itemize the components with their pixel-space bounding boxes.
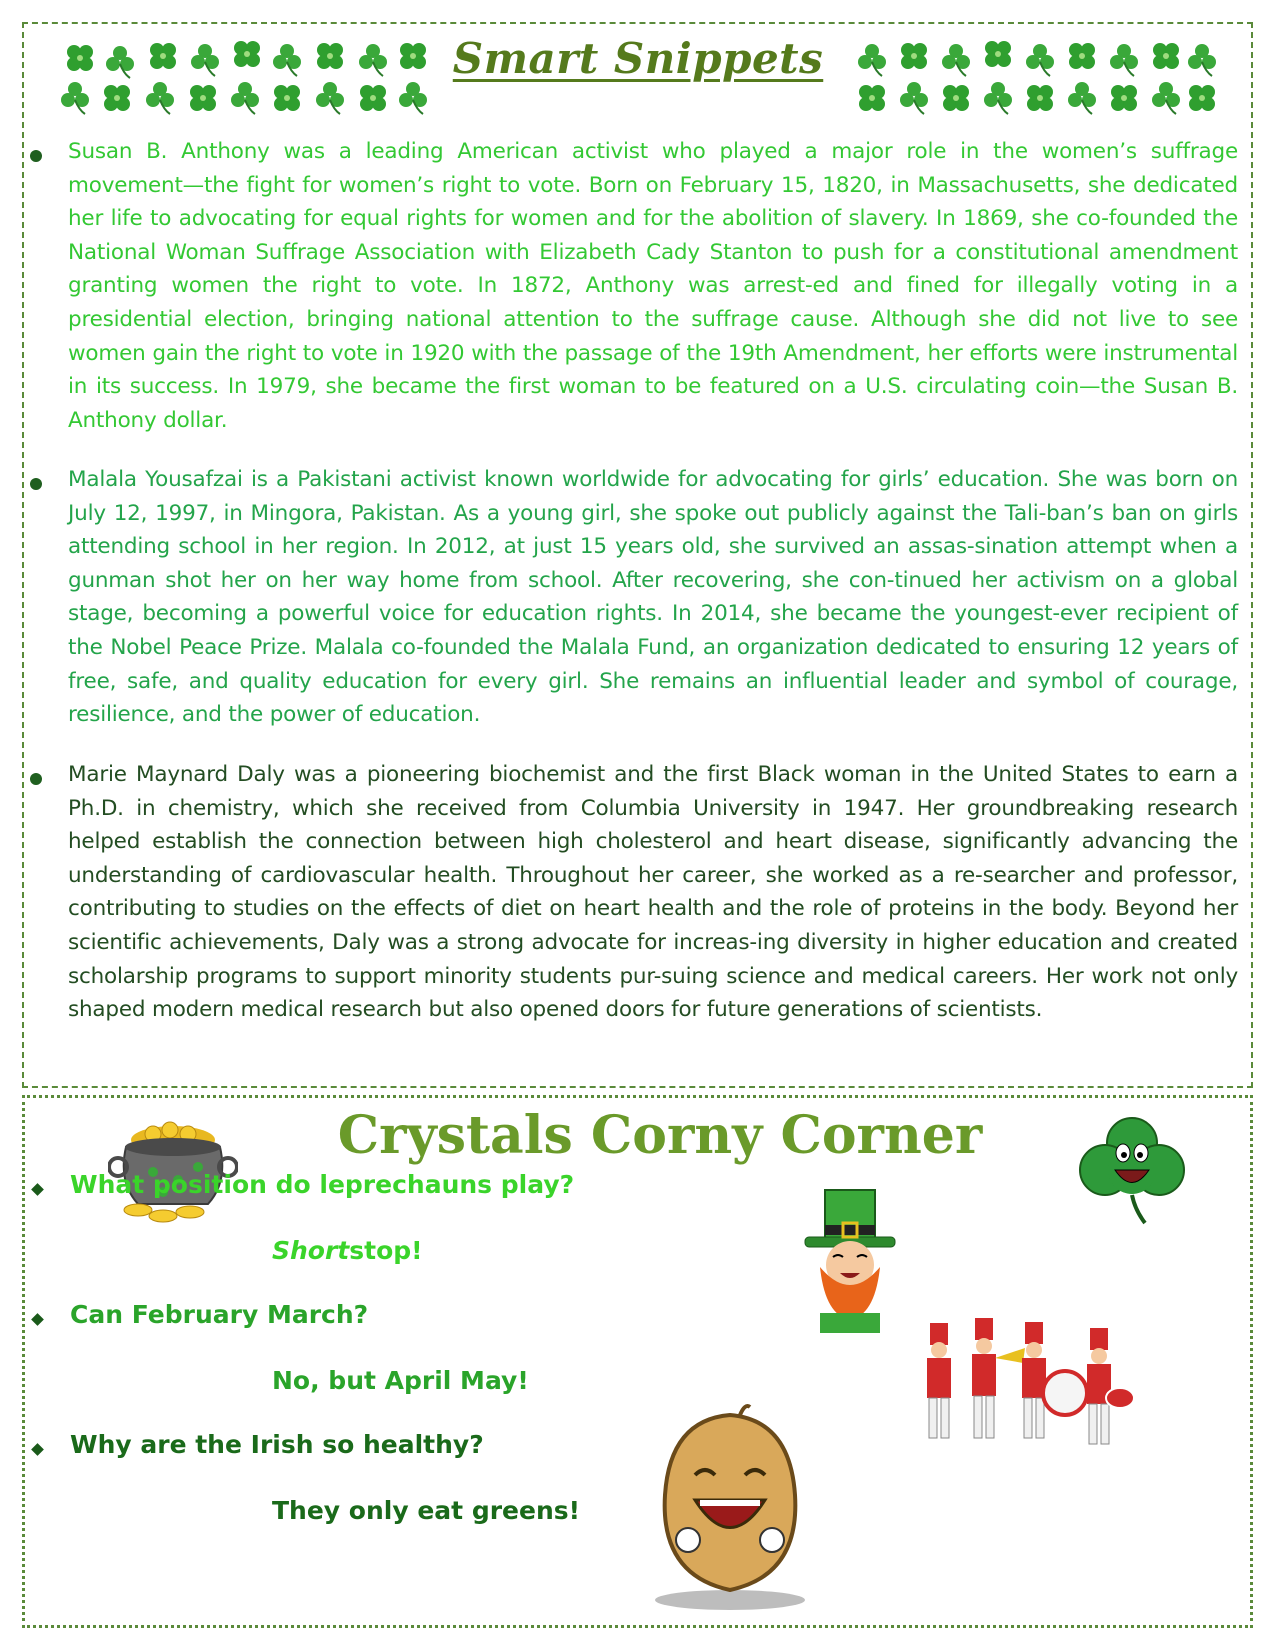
joke-answer-rest: stop! <box>349 1236 423 1265</box>
corny-corner-title: Crystals Corny Corner <box>337 1105 983 1166</box>
shamrock-border-right-icon <box>850 40 1220 118</box>
bullet-icon <box>30 478 42 490</box>
snippet-paragraph-malala: Malala Yousafzai is a Pakistani activist known worldwide for advocating for girls’ education. She was born on July 12, 1997, in Mingora, Pakistan. As a young girl, she spoke out publicly against the Tali-ban’s ban on girls attending school in her region. In 2012, at just 15 years old, she survived an assas-sination attempt when a gunman shot her on her way home from school. After recovering, she con-tinued her activism on a global stage, becoming a powerful voice for education rights. In 2014, she became the youngest-ever recipient of the Nobel Peace Prize. Malala co-founded the Malala Fund, an organization dedicated to ensuring 12 years of free, safe, and quality education for every girl. She remains an influential leader and symbol of courage, resilience, and the power of education. <box>68 467 1238 728</box>
bullet-icon <box>30 150 42 162</box>
marching-band-icon <box>905 1318 1145 1468</box>
joke-answer: No, but April May! <box>272 1366 529 1395</box>
bullet-icon <box>30 773 42 785</box>
shamrock-icon <box>1075 1115 1190 1227</box>
joke-answer <box>272 1236 423 1265</box>
snippet-paragraph-daly: Marie Maynard Daly was a pioneering biochemist and the first Black woman in the United States to earn a Ph.D. in chemistry, which she received from Columbia University in 1947. Her groundbreaking research helped establish the connection between high cholesterol and heart disease, significantly advancing the understanding of cardiovascular health. Throughout her career, she worked as a re-searcher and professor, contributing to studies on the effects of diet on heart health and the role of proteins in the body. Beyond her scientific achievements, Daly was a strong advocate for increas-ing diversity in higher education and created scholarship programs to support minority students pur-suing science and medical careers. Her work not only shaped modern medical research but also opened doors for future generations of scientists. <box>68 762 1238 1023</box>
leprechaun-icon <box>795 1185 905 1335</box>
joke-question: Can February March? <box>70 1300 369 1329</box>
joke-question: Why are the Irish so healthy? <box>70 1430 484 1459</box>
joke-answer: They only eat greens! <box>272 1496 581 1525</box>
joke-question: What position do leprechauns play? <box>70 1170 575 1199</box>
smart-snippets-title: Smart Snippets <box>452 34 824 83</box>
shamrock-border-left-icon <box>55 40 430 118</box>
snippet-paragraph-anthony: Susan B. Anthony was a leading American activist who played a major role in the women’s suffrage movement—the fight for women’s right to vote. Born on February 15, 1820, in Massachusetts, she dedicated her life to advocating for equal rights for women and for the abolition of slavery. In 1869, she co-founded the National Woman Suffrage Association with Elizabeth Cady Stanton to push for a constitutional amendment granting women the right to vote. In 1872, Anthony was arrest-ed and fined for illegally voting in a presidential election, bringing national attention to the suffrage cause. Although she did not live to see women gain the right to vote in 1920 with the passage of the 19th Amendment, her efforts were instrumental in its success. In 1979, she became the first woman to be featured on a U.S. circulating coin—the Susan B. Anthony dollar. <box>68 139 1238 433</box>
pot-of-gold-icon <box>108 1112 238 1224</box>
potato-icon <box>640 1395 820 1615</box>
joke-answer-italic: Short <box>272 1236 350 1265</box>
